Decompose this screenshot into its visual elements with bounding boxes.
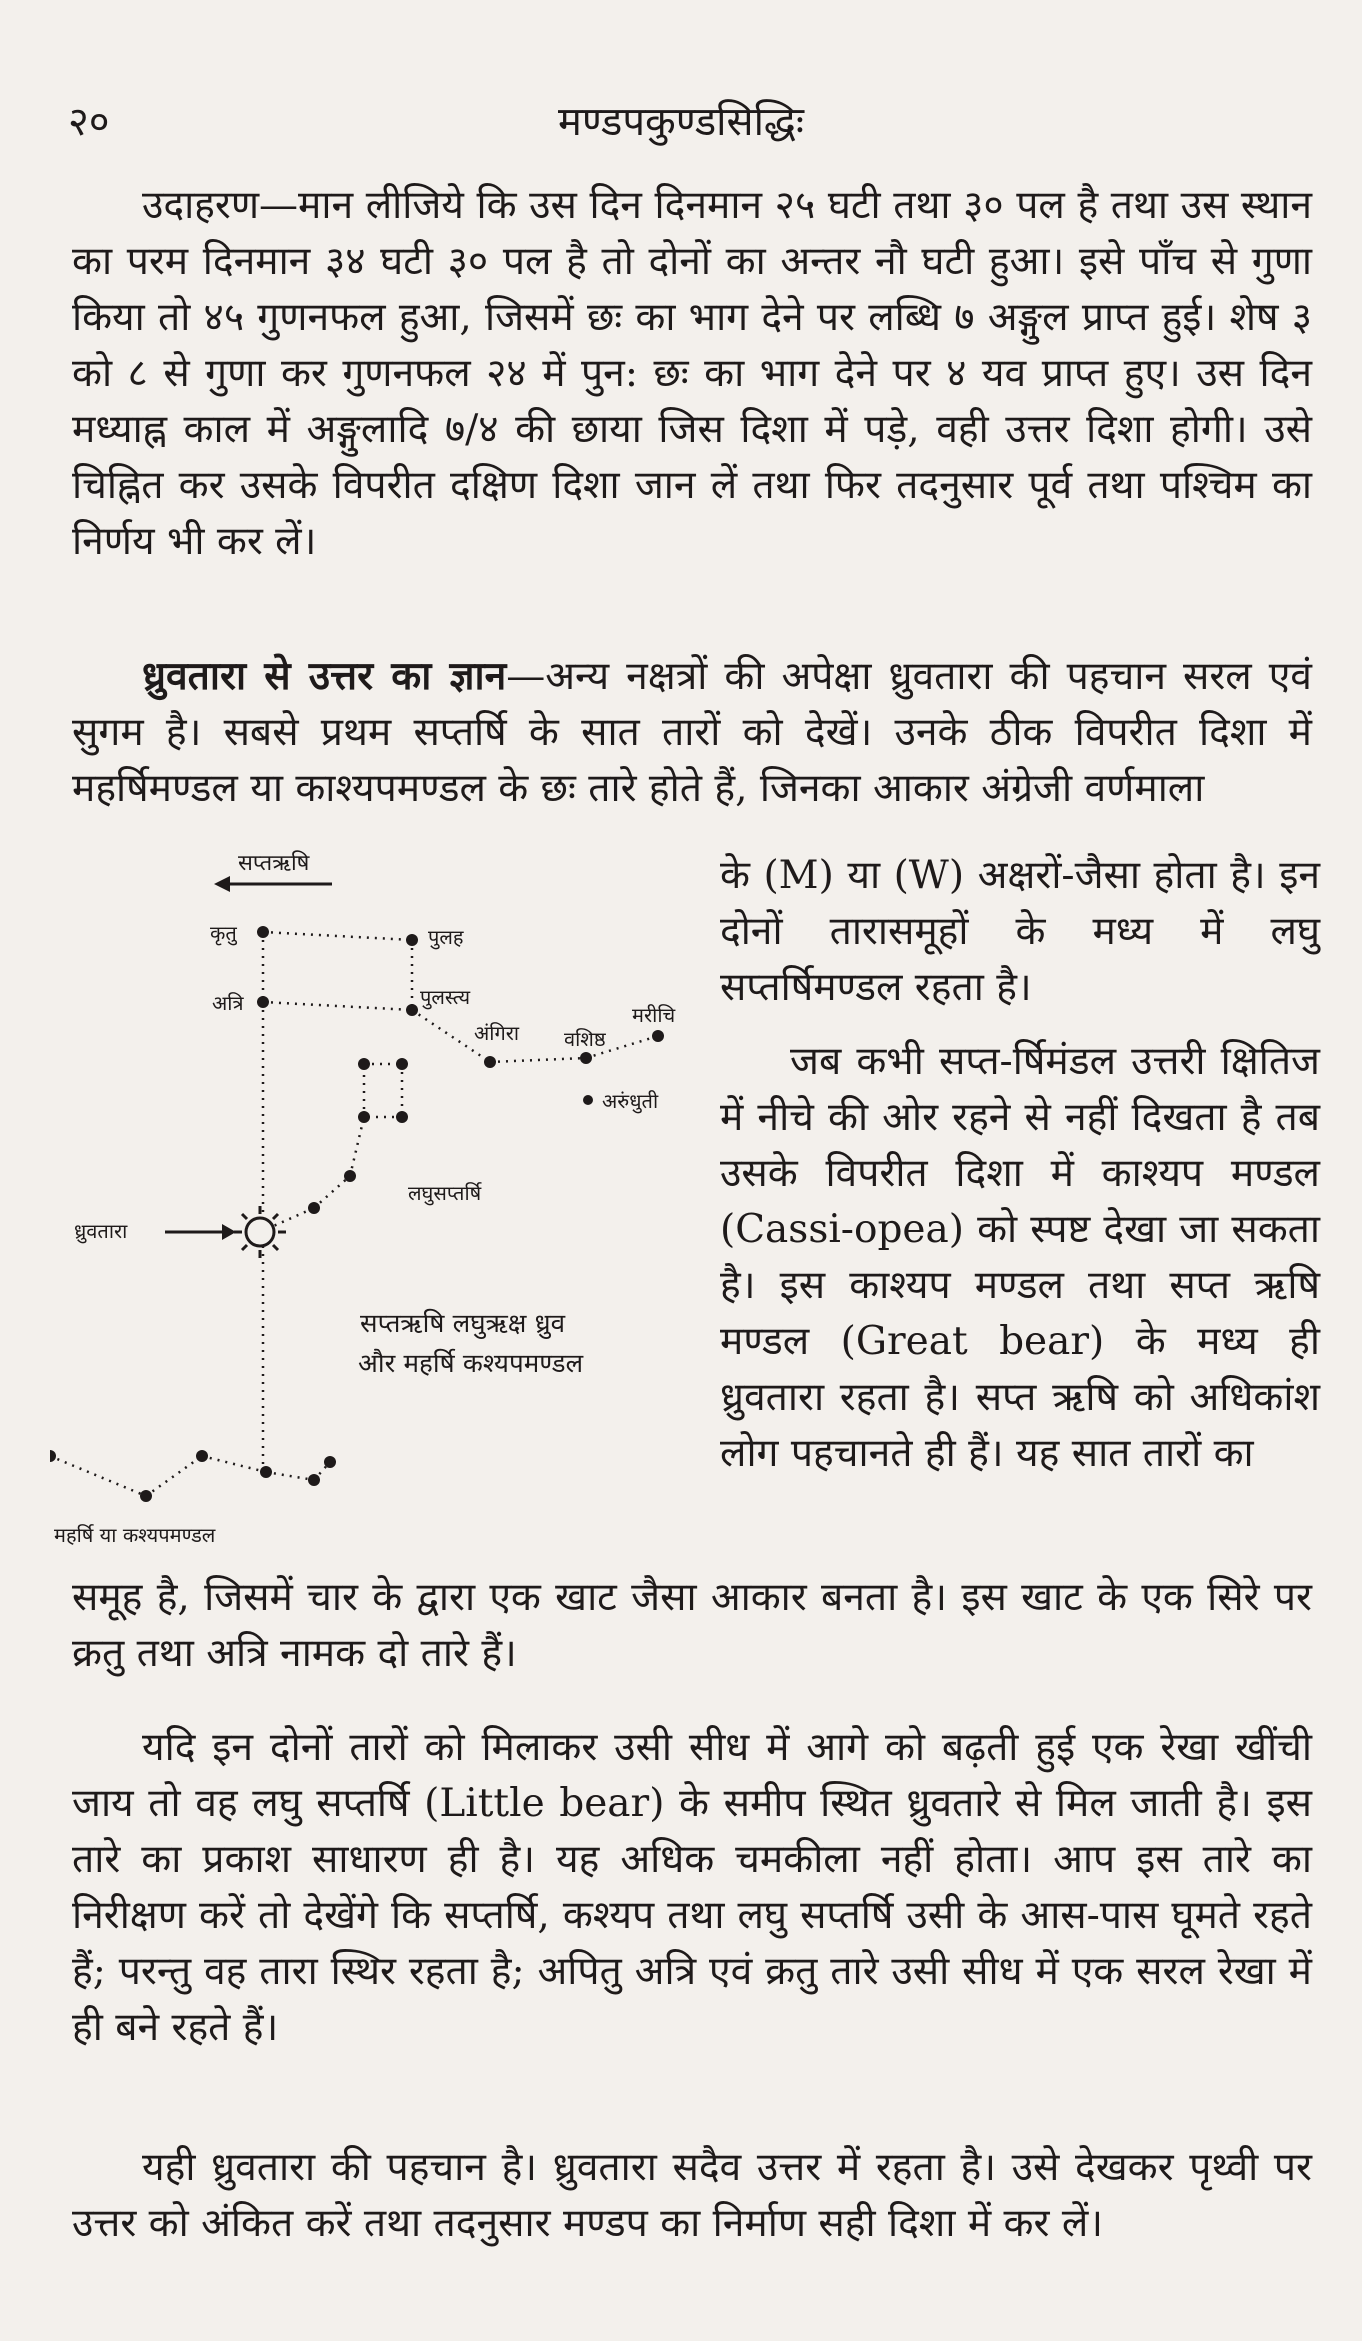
side-paragraph-1: के (M) या (W) अक्षरों-जैसा होता है। इन दोनों तारासमूहों के मध्य में लघु सप्तर्षिमण्डल रहता है। [720,853,1320,1010]
label-marichi: मरीचि [632,1003,676,1027]
label-pulah: पुलह [428,925,464,949]
label-laghu-saptarshi: लघुसप्तर्षि [408,1181,482,1205]
star-cassiopeia-5 [308,1474,320,1486]
star-laghu-4 [396,1111,408,1123]
star-laghu-1 [358,1058,370,1070]
star-laghu-2 [396,1058,408,1070]
star-diagram [50,840,710,1560]
paragraph-example: उदाहरण—मान लीजिये कि उस दिन दिनमान २५ घटी तथा ३० पल है तथा उस स्थान का परम दिनमान ३४ घटी ३० पल है तो दोनों का अन्तर नौ घटी हुआ। इसे पाँच से गुणा किया तो ४५ गुणनफल हुआ, जिसमें छः का भाग देने पर लब्धि ७ अङ्गुल प्राप्त हुई। शेष ३ को ८ से गुणा कर गुणनफल २४ में पुन: छः का भाग देने पर ४ यव प्राप्त हुए। उस दिन मध्याह्न काल में अङ्गुलादि ७/४ की छाया जिस दिशा में पड़े, वही उत्तर दिशा होगी। उसे चिह्नित कर उसके विपरीत दक्षिण दिशा जान लें तथा फिर तदनुसार पूर्व तथा पश्चिम का निर्णय भी कर लें। [72,183,1312,564]
caption-line1: सप्तऋषि लघुऋक्ष ध्रुव [360,1309,566,1339]
star-cassiopeia-1 [50,1450,56,1462]
label-cassiopeia: महर्षि या कश्यपमण्डल [54,1523,216,1547]
section-heading: ध्रुवतारा से उत्तर का ज्ञान [142,653,507,699]
star-kratu [257,926,269,938]
label-angira: अंगिरा [474,1021,520,1045]
label-kratu: कृतु [210,921,237,945]
left-arrow-icon [214,876,230,892]
right-arrow-icon [222,1224,236,1240]
label-pulastya: पुलस्त्य [420,985,471,1009]
star-cassiopeia-2 [140,1490,152,1502]
star-cassiopeia-4 [260,1466,272,1478]
page-number: २० [68,99,110,145]
star-cassiopeia-3 [196,1450,208,1462]
star-laghu-3 [358,1111,370,1123]
star-atri [257,996,269,1008]
label-dhruvtara: ध्रुवतारा [74,1219,128,1243]
label-arundhati: अरुंधुती [602,1089,659,1113]
star-pulastya [406,1004,418,1016]
arrow-label: सप्तऋषि [238,851,310,876]
star-marichi [652,1030,664,1042]
caption-line2: और महर्षि कश्यपमण्डल [358,1349,584,1379]
star-angira [484,1056,496,1068]
star-arundhati [583,1095,593,1105]
star-cassiopeia-6 [324,1456,336,1468]
saptarshi-lines [50,932,658,1496]
paragraph-line: यदि इन दोनों तारों को मिलाकर उसी सीध में आगे को बढ़ती हुई एक रेखा खींची जाय तो वह लघु सप्तर्षि (Little bear) के समीप स्थित ध्रुवतारे से मिल जाती है। इस तारे का प्रकाश साधारण ही है। यह अधिक चमकीला नहीं होता। आप इस तारे का निरीक्षण करें तो देखेंगे कि सप्तर्षि, कश्यप तथा लघु सप्तर्षि उसी के आस-पास घूमते रहते हैं; परन्तु वह तारा स्थिर रहता है; अपितु अत्रि एवं क्रतु तारे उसी सीध में एक सरल रेखा में ही बने रहते हैं। [72,1725,1312,2050]
star-pulah [406,934,418,946]
paragraph-conclusion: यही ध्रुवतारा की पहचान है। ध्रुवतारा सदैव उत्तर में रहता है। उसे देखकर पृथ्वी पर उत्तर को अंकित करें तथा तदनुसार मण्डप का निर्माण सही दिशा में कर लें। [72,2145,1312,2246]
paragraph-continued: समूह है, जिसमें चार के द्वारा एक खाट जैसा आकार बनता है। इस खाट के एक सिरे पर क्रतु तथा अत्रि नामक दो तारे हैं। [72,1575,1312,1676]
running-title: मण्डपकुण्डसिद्धिः [558,99,804,145]
label-atri: अत्रि [212,991,244,1015]
paragraph-text: —अन्य नक्षत्रों की अपेक्षा ध्रुवतारा की पहचान सरल एवं सुगम है। सबसे प्रथम सप्तर्षि के सात तारों को देखें। उनके ठीक विपरीत दिशा में महर्षिमण्डल या काश्यपमण्डल के छः तारे होते हैं, जिनका आकार अंग्रेजी वर्णमाला [72,654,1312,811]
label-vashishth: वशिष्ठ [564,1027,606,1051]
paragraph-dhruvtara [72,648,1312,817]
side-paragraph-2: जब कभी सप्त-र्षिमंडल उत्तरी क्षितिज में नीचे की ओर रहने से नहीं दिखता है तब उसके विपरीत दिशा में काश्यप मण्डल (Cassi-opea) को स्पष्ट देखा जा सकता है। इस काश्यप मण्डल तथा सप्त ऋषि मण्डल (Great bear) के मध्य ही ध्रुवतारा रहता है। सप्त ऋषि को अधिकांश लोग पहचानते ही हैं। यह सात तारों का [720,1039,1320,1476]
pole-star-icon [234,1206,286,1258]
star-laghu-5 [344,1170,356,1182]
side-text [720,848,1320,1482]
star-laghu-6 [308,1202,320,1214]
star-vashishth [580,1052,592,1064]
